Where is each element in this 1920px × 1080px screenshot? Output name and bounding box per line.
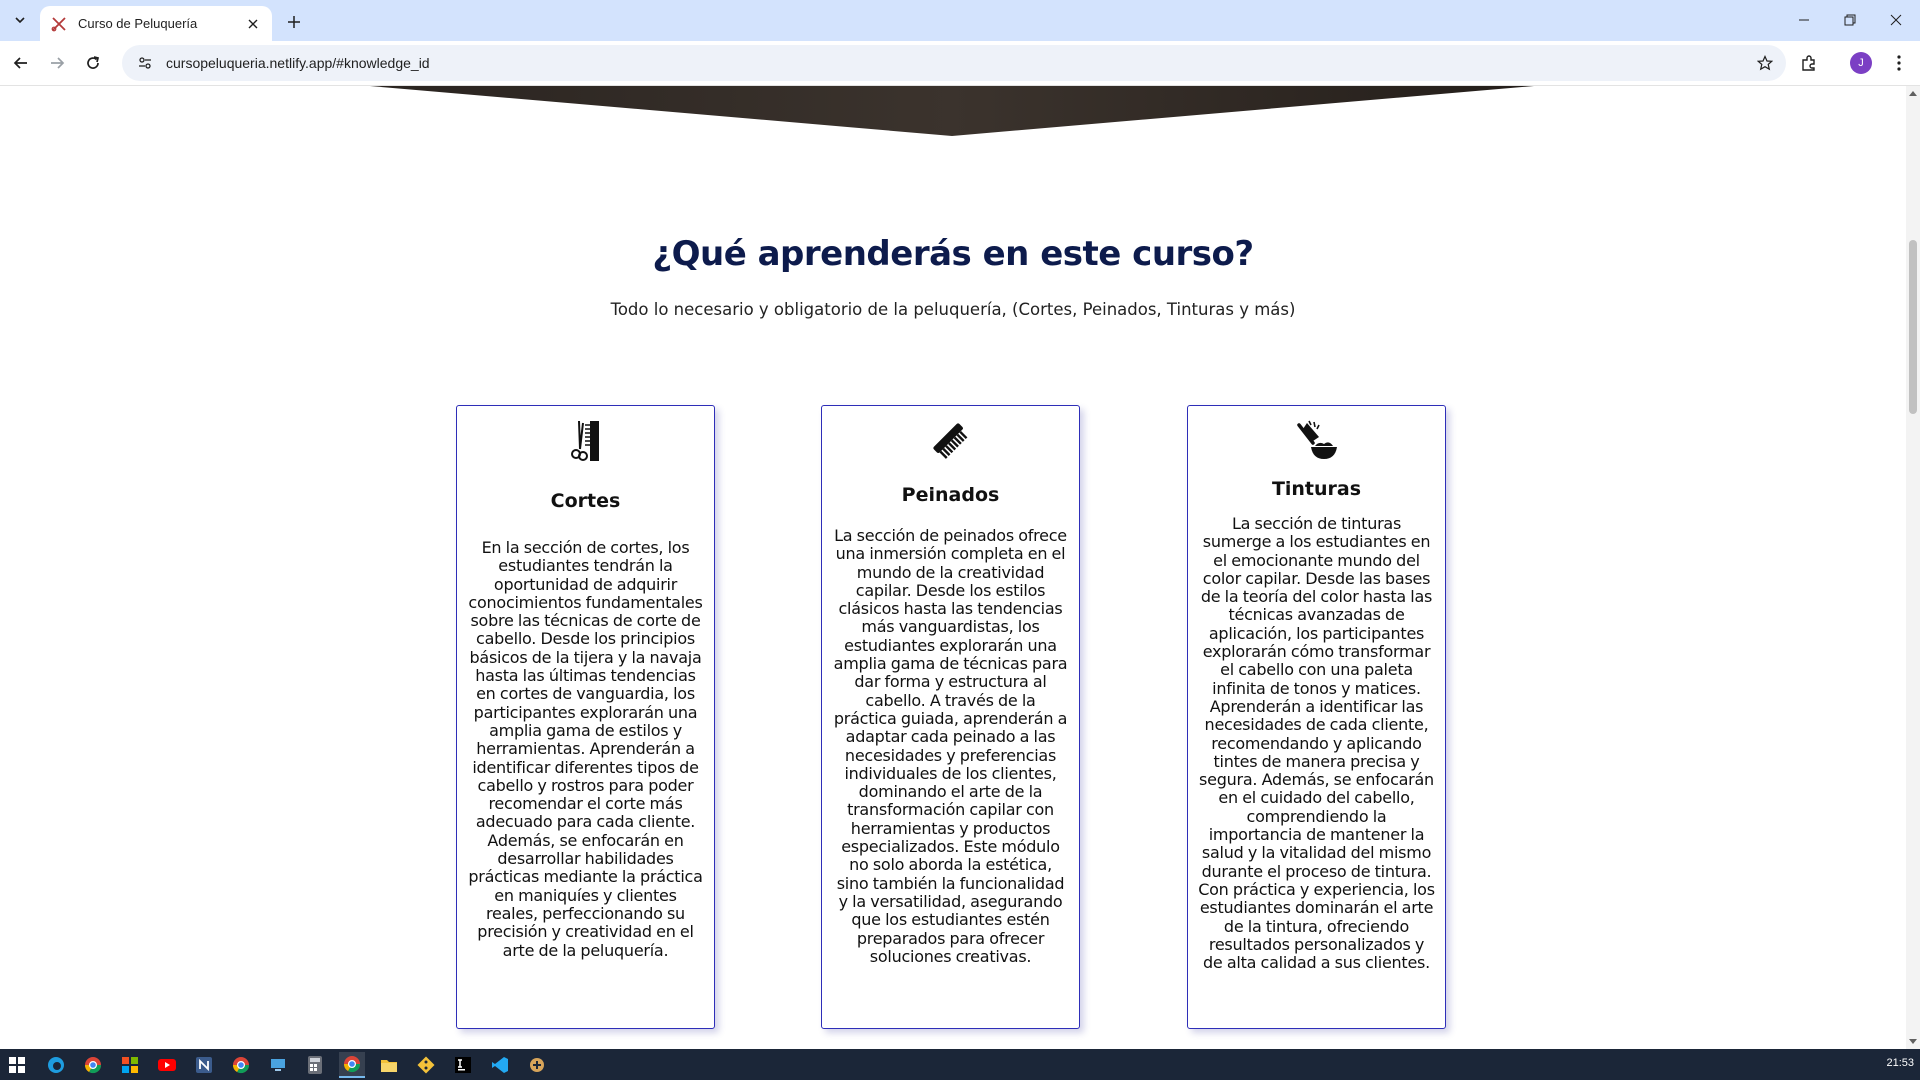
reload-icon[interactable] [78, 48, 108, 78]
course-card-tinturas [1187, 405, 1446, 1029]
hero-image-bottom-edge [370, 86, 1534, 136]
minimize-icon[interactable] [1782, 4, 1826, 36]
tab-title: Curso de Peluquería [78, 16, 198, 31]
card-description: La sección de peinados ofrece una inmersión completa en el mundo de la creatividad capilar. Desde los estilos clásicos hasta las tendencias más vanguardistas, los estudiantes explorarán una amplia gama de técnicas para dar forma y estructura al cabello. A través de la práctica guiada, aprenderán a adaptar cada peinado a las necesidades y preferencias individuales de los clientes, dominando el arte de la transformación capilar con herramientas y productos especializados. Este módulo no solo aborda la estética, sino también la funcionalidad y la versatilidad, asegurando que los estudiantes estén preparados para ofrecer soluciones creativas. [833, 526, 1068, 966]
chrome-profile-icon[interactable] [228, 1052, 254, 1078]
scroll-up-arrow-icon[interactable] [1906, 86, 1920, 100]
scroll-down-arrow-icon[interactable] [1906, 1035, 1920, 1049]
close-window-icon[interactable] [1874, 4, 1918, 36]
card-title: Peinados [901, 484, 1000, 506]
restore-icon[interactable] [1828, 4, 1872, 36]
menu-kebab-icon[interactable] [1884, 48, 1914, 78]
section-title: ¿Qué aprenderás en este curso? [652, 234, 1254, 274]
close-tab-icon[interactable] [244, 15, 262, 33]
git-icon[interactable] [413, 1052, 439, 1078]
browser-tab[interactable] [40, 6, 272, 41]
forward-arrow-icon[interactable] [42, 48, 72, 78]
bookmark-star-icon[interactable] [1750, 48, 1780, 78]
address-bar[interactable] [122, 45, 1786, 81]
file-explorer-icon[interactable] [376, 1052, 402, 1078]
card-description: En la sección de cortes, los estudiantes tendrán la oportunidad de adquirir conocimientos fundamentales sobre las técnicas de corte de cabello. Desde los principios básicos de la tijera y la navaja hasta las últimas tendencias en cortes de vanguardia, los participantes explorarán una amplia gama de estilos y herramientas. Aprenderán a identificar diferentes tipos de cabello y rostros para poder recomendar el corte más adecuado para cada cliente. Además, se enfocarán en desarrollar habilidades prácticas mediante la práctica en maniquíes y clientes reales, perfeccionando su precisión y creatividad en el arte de la peluquería. [468, 538, 703, 960]
intellij-icon[interactable] [450, 1052, 476, 1078]
back-arrow-icon[interactable] [6, 48, 36, 78]
apps-grid-icon[interactable] [117, 1052, 143, 1078]
chrome-icon[interactable] [80, 1052, 106, 1078]
app-tool-icon[interactable] [524, 1052, 550, 1078]
extensions-puzzle-icon[interactable] [1794, 48, 1824, 78]
windows-start-icon[interactable] [4, 1052, 30, 1078]
tab-search-chevron-icon[interactable] [8, 8, 32, 32]
youtube-icon[interactable] [154, 1052, 180, 1078]
site-info-icon[interactable] [134, 52, 156, 74]
course-card-peinados [821, 405, 1080, 1029]
url-text[interactable]: cursopeluqueria.netlify.app/#knowledge_id [166, 55, 430, 71]
remote-desktop-icon[interactable] [265, 1052, 291, 1078]
system-clock: 21:53 [1886, 1057, 1914, 1069]
card-title: Tinturas [1271, 478, 1362, 500]
card-description: La sección de tinturas sumerge a los estudiantes en el emocionante mundo del color capilar. Desde las bases de la teoría del color hasta las técnicas avanzadas de aplicación, los participantes explorarán cómo transformar el cabello con una paleta infinita de tonos y matices. Aprenderán a identificar las necesidades de cada cliente, recomendando y aplicando tintes de manera precisa y segura. Además, se enfocarán en el cuidado del cabello, comprendiendo la importancia de mantener la salud y la vitalidad del mismo durante el proceso de tintura. Con práctica y experiencia, los estudiantes dominarán el arte de la tintura, ofreciendo resultados personalizados y de alta calidad a sus clientes. [1198, 514, 1435, 973]
section-subtitle: Todo lo necesario y obligatorio de la peluquería, (Cortes, Peinados, Tinturas y más) [610, 300, 1296, 319]
windows-taskbar [0, 1049, 1920, 1080]
scroll-thumb[interactable] [1909, 240, 1917, 414]
calculator-icon[interactable] [302, 1052, 328, 1078]
scissors-comb-icon [457, 418, 714, 464]
page-viewport [0, 86, 1906, 1049]
card-title: Cortes [550, 490, 621, 512]
chrome-active-icon[interactable] [339, 1052, 365, 1078]
comb-icon [822, 418, 1079, 464]
profile-avatar[interactable]: J [1850, 52, 1872, 74]
new-tab-plus-icon[interactable] [280, 8, 308, 36]
page-scrollbar[interactable] [1906, 86, 1920, 1049]
dye-brush-bowl-icon [1188, 418, 1445, 464]
app-n-icon[interactable] [191, 1052, 217, 1078]
course-card-cortes [456, 405, 715, 1029]
scissors-favicon-icon [50, 15, 68, 33]
browser-toolbar [0, 41, 1920, 86]
vscode-icon[interactable] [487, 1052, 513, 1078]
tab-strip [0, 0, 1920, 41]
edge-browser-icon[interactable] [43, 1052, 69, 1078]
